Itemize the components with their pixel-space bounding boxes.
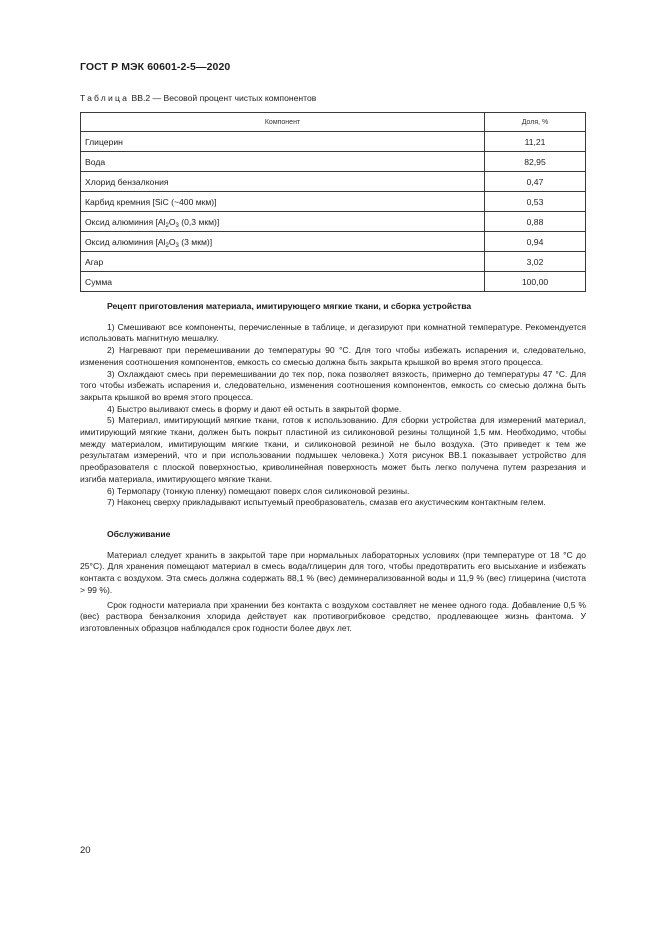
maintenance-heading: Обслуживание [107, 529, 171, 539]
subscript: 3 [175, 242, 179, 249]
component-share: 100,00 [485, 272, 586, 292]
table-caption-prefix: Таблица [80, 93, 130, 103]
table-row [81, 192, 586, 212]
component-name: Хлорид бензалкония [81, 172, 485, 192]
recipe-step: 1) Смешивают все компоненты, перечисленные в таблице, и дегазируют при комнатной температуре. Рекомендуется использовать магнитную мешалку. [80, 321, 586, 344]
subscript: 3 [175, 222, 179, 229]
table-caption [80, 93, 316, 103]
component-share: 0,47 [485, 172, 586, 192]
maintenance-paragraph: Материал следует хранить в закрытой таре при нормальных лабораторных условиях (при температуре от 18 °С до 25°С). Для хранения помещают материал в смесь вода/глицерин для того, чтобы предотвратить его высыхание и избежать контакта с воздухом. Эта смесь должна содержать 88,1 % (вес) деминерализованной воды и 11,9 % (вес) глицерина (чистота > 99 %). [80, 549, 586, 595]
column-header-component: Компонент [81, 113, 485, 132]
table-header-row [81, 113, 586, 132]
component-share: 0,53 [485, 192, 586, 212]
components-table [80, 112, 586, 292]
component-name: Агар [81, 252, 485, 272]
table-caption-title: ВВ.2 — Весовой процент чистых компонентов [129, 93, 317, 103]
table-row [81, 272, 586, 292]
maintenance-section [80, 529, 586, 635]
name-part: O [168, 236, 176, 247]
component-name: Глицерин [81, 132, 485, 152]
recipe-step: 7) Наконец сверху прикладывают испытуемый преобразователь, смазав его акустическим контактным гелем. [107, 497, 546, 508]
table-row [81, 132, 586, 152]
component-share: 0,94 [485, 232, 586, 252]
component-name: Сумма [81, 272, 485, 292]
recipe-section [80, 301, 586, 509]
recipe-heading: Рецепт приготовления материала, имитирующего мягкие ткани, и сборка устройства [107, 301, 472, 311]
recipe-step: 6) Термопару (тонкую пленку) помещают поверх слоя силиконовой резины. [107, 485, 410, 496]
component-share: 11,21 [485, 132, 586, 152]
component-name: Карбид кремния [SiC (~400 мкм)] [81, 192, 485, 212]
component-name [81, 232, 485, 252]
component-share: 82,95 [485, 152, 586, 172]
component-name [81, 212, 485, 232]
name-part: Оксид алюминия [Al [85, 216, 166, 227]
recipe-step: 4) Быстро выливают смесь в форму и дают ей остыть в закрытой форме. [107, 403, 402, 414]
table-row [81, 232, 586, 252]
table-row [81, 252, 586, 272]
subscript: 2 [165, 222, 169, 229]
recipe-step: 3) Охлаждают смесь при перемешивании до тех пор, пока позволяет вязкость, примерно до температуры 47 °С. Для того чтобы избежать испарения и, следовательно, изменения соотношения компонентов, емкость со смесью должна быть закрыта крышкой во время этого процесса. [80, 368, 586, 402]
name-part: Оксид алюминия [Al [85, 236, 166, 247]
recipe-step: 5) Материал, имитирующий мягкие ткани, готов к использованию. Для сборки устройства для измерений материал, имитирующий мягкие ткани, должен быть покрыт пластиной из силиконовой резины толщиной 1,5 мм. Необходимо, чтобы между материалом, имитирующим мягкие ткани, и силиконовой резиной не было воздуха. (Это приведет к тем же результатам измерений, что и при использовании подмышек человека.) Хотя рисунок ВВ.1 показывает устройство для преобразователя с плоской поверхностью, криволинейная поверхность может быть легко получена путем разрезания и изгиба материала, имитирующего мягкие ткани. [80, 415, 586, 484]
component-name: Вода [81, 152, 485, 172]
column-header-share: Доля, % [485, 113, 586, 132]
table-row [81, 152, 586, 172]
page-number: 20 [80, 845, 91, 856]
maintenance-paragraph: Срок годности материала при хранении без контакта с воздухом составляет не менее одного года. Добавление 0,5 % (вес) раствора бензалкония хлорида действует как противогрибковое средство, продлевающее жизнь фантома. У изготовленных образцов наблюдался срок годности более двух лет. [80, 599, 586, 633]
name-part: O [168, 216, 176, 227]
table-row [81, 212, 586, 232]
recipe-step: 2) Нагревают при перемешивании до температуры 90 °С. Для того чтобы избежать испарения и, следовательно, изменения соотношения компонентов, емкость со смесью должна быть закрыта крышкой во время этого процесса. [80, 345, 586, 367]
document-header: ГОСТ Р МЭК 60601-2-5—2020 [80, 61, 231, 73]
component-share: 3,02 [485, 252, 586, 272]
name-part: (3 мкм)] [178, 236, 213, 247]
table-row [81, 172, 586, 192]
name-part: (0,3 мкм)] [178, 216, 220, 227]
subscript: 2 [165, 242, 169, 249]
component-share: 0,88 [485, 212, 586, 232]
